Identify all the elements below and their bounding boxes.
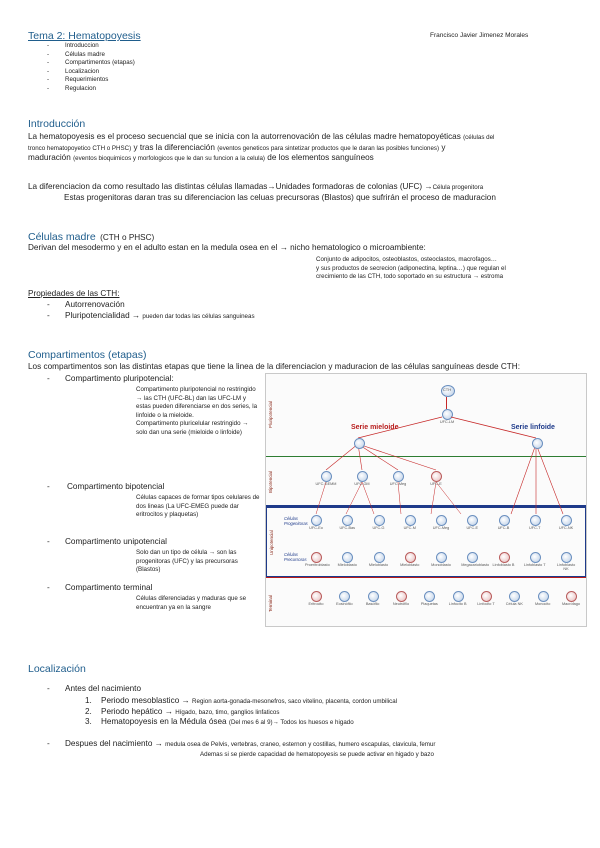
row2-cell xyxy=(357,471,368,482)
loc-list xyxy=(85,696,585,728)
loc-item: 1. Periodo mesoblastico → Region aorta-gonada-mesonefros, saco vitelino, placenta, cordon umbilical xyxy=(85,696,398,705)
props-list xyxy=(45,300,445,321)
loc-item: 3. Hematopoyesis en la Médula ósea (Del mes 6 al 9)→ Todos los huesos e higado xyxy=(85,717,354,727)
row3-label: UFC-Bas xyxy=(339,526,356,530)
row4-cell xyxy=(374,552,385,563)
progenitoras-label: Células Progenitoras xyxy=(284,516,308,526)
stem-heading: Células madre (CTH o PHSC) xyxy=(28,231,155,243)
comp-item-1: - Compartimento pluripotencial: xyxy=(47,374,174,383)
row2-label: UFC-GM xyxy=(354,482,370,486)
page-title: Tema 2: Hematopoyesis xyxy=(28,30,141,42)
stem-side-note: Conjunto de adipocitos, osteoblastos, osteoclastos, macrofagos… y sus productos de secrecion (adiponectina, leptina…) que regulan el crecimiento de las CTH, todo soportado en su estructura → estroma xyxy=(316,256,506,281)
row3-cell xyxy=(499,515,510,526)
row4-label: Megacarioblasto xyxy=(461,563,490,567)
row3-label: UFC-G xyxy=(372,526,385,530)
row5-cell xyxy=(311,591,322,602)
precursoras-label: Células Precursoras xyxy=(284,552,307,562)
loc-item: 2. Periodo hepático → Hígado, bazo, timo, ganglios linfaticos xyxy=(85,706,280,716)
comp-item-2: - Compartimento bipotencial xyxy=(47,482,165,491)
row5-cell xyxy=(481,591,492,602)
row5-label: Linfocito T xyxy=(477,602,495,606)
band-unipotencial: Unipotencial xyxy=(266,507,586,577)
comp-intro: Los compartimentos son las distintas etapas que tiene la linea de la diferenciacion y maduracion de las células sanguíneas desde CTH: xyxy=(28,362,520,371)
outline-item: - Introduccion xyxy=(47,42,99,49)
mieloid-cell xyxy=(354,438,365,449)
comp-item-3: - Compartimento unipotencial xyxy=(47,537,167,546)
serie-mieloide-label: Serie mieloide xyxy=(351,424,399,431)
row5-label: Eosinófilo xyxy=(336,602,353,606)
row2-label: UFC-GEMM xyxy=(315,482,337,486)
loc-before: - Antes del nacimiento xyxy=(47,684,142,693)
band-pluripotencial: Pluripotencial xyxy=(268,400,273,428)
row2-cell xyxy=(431,471,442,482)
row2-label: UFC-E xyxy=(430,482,442,486)
row4-label: Mieloblasto xyxy=(368,563,389,567)
row5-label: Linfocito B xyxy=(448,602,467,606)
row5-label: Neutrófilo xyxy=(392,602,410,606)
row5-label: Plaquetas xyxy=(420,602,438,606)
row5-cell xyxy=(566,591,577,602)
row3-label: UFC-B xyxy=(497,526,510,530)
row4-cell xyxy=(436,552,447,563)
comp-item-3-desc: Solo dan un tipo de célula → son las progenitoras (UFC) y las precursoras (Blastos) xyxy=(136,549,238,574)
row2-label: UFC-Meg xyxy=(389,482,407,486)
outline-item: - Compartimentos (etapas) xyxy=(47,59,135,67)
outline-item: - Células madre xyxy=(47,50,105,58)
lm-label: UFC-LM xyxy=(439,420,455,424)
cth-label: CTH xyxy=(442,387,452,392)
prop-item: - Autorrenovación xyxy=(47,300,125,309)
row2-cell xyxy=(393,471,404,482)
comp-item-2-desc: Células capaces de formar tipos celulares de dos lineas (La UFC-EMEG puede dar eritrocitos y plaquetas) xyxy=(136,494,260,519)
band-bipotencial: Bipotencial xyxy=(268,471,273,494)
row4-cell xyxy=(530,552,541,563)
loc-after-note: Ademas si se pierde capacidad de hematopoyesis se puede activar en higado y bazo xyxy=(200,751,434,758)
row4-cell xyxy=(405,552,416,563)
row5-cell xyxy=(453,591,464,602)
loc-after: - Despues del nacimiento → medula osea de Pelvis, vertebras, craneo, esternon y costillas, humero escapulas, clavicula, femur xyxy=(47,739,436,748)
loc-heading: Localización xyxy=(28,663,86,675)
prop-item: - Pluripotencialidad → pueden dar todas las células sanguineas xyxy=(47,310,255,320)
outline-list xyxy=(45,42,245,94)
intro-diff-line: La diferenciacion da como resultado las distintas células llamadas→Unidades formadoras de colonias (UFC) →Célula progenitora xyxy=(28,182,484,191)
row3-cell xyxy=(405,515,416,526)
row5-label: Célula NK xyxy=(505,602,523,606)
row4-label: Mieloblasto xyxy=(400,563,420,567)
row5-cell xyxy=(538,591,549,602)
row3-label: UFC-E xyxy=(466,526,479,530)
row3-cell xyxy=(530,515,541,526)
row4-label: Mieloblasto xyxy=(337,563,357,567)
intro-heading: Introducción xyxy=(28,118,86,130)
diagram-arrows xyxy=(266,374,586,626)
row3-cell xyxy=(311,515,322,526)
comp-item-4: - Compartimento terminal xyxy=(47,583,153,592)
serie-linfoide-label: Serie linfoide xyxy=(511,424,555,431)
props-title: Propiedades de las CTH: xyxy=(28,289,120,298)
row4-cell xyxy=(311,552,322,563)
row3-cell xyxy=(374,515,385,526)
row3-cell xyxy=(436,515,447,526)
row5-label: Basófilo xyxy=(365,602,380,606)
intro-progenitor-line: Estas progenitoras daran tras su diferenciacion las celuas precursoras (Blastos) que sufrirán el proceso de maduracion xyxy=(64,193,496,202)
row3-label: UFC-T xyxy=(529,526,541,530)
band-terminal: Terminal xyxy=(268,594,273,612)
row3-label: UFC-Eo xyxy=(309,526,323,530)
row4-cell xyxy=(499,552,510,563)
row5-cell xyxy=(368,591,379,602)
row2-cell xyxy=(321,471,332,482)
stem-line: Derivan del mesodermo y en el adulto estan en la medula osea en el → nicho hematologico o microambiente: xyxy=(28,243,426,252)
row5-label: Macrófago xyxy=(562,602,580,606)
comp-item-4-desc: Células diferenciadas y maduras que se encuentran ya en la sangre xyxy=(136,595,247,611)
outline-item: - Regulacion xyxy=(47,84,96,92)
outline-item: - Requerimientos xyxy=(47,76,109,84)
linfoid-cell xyxy=(532,438,543,449)
comp-item-1-desc: Compartimento pluripotencial no restringido → las CTH (UFC-BL) dan las UFC-LM y estas pueden diferenciarse en dos series, la linfoide o la mieloide. Compartimento pluricelular restringido → solo dan una serie (mieloide o linfoide) xyxy=(136,386,258,436)
row5-label: Eritrocito xyxy=(308,602,324,606)
row4-cell xyxy=(561,552,572,563)
outline-item: - Localizacion xyxy=(47,67,100,75)
row5-label: Monocito xyxy=(534,602,551,606)
row4-label: Linfoblasto B xyxy=(492,563,515,567)
row3-label: UFC-NK xyxy=(558,526,574,530)
row3-cell xyxy=(561,515,572,526)
intro-paragraph: La hematopoyesis es el proceso secuencial que se inicia con la autorrenovación de las células madre hematopoyéticas (células del tronco hematopoyetico CTH o PHSC) y tras la diferenciación (eventos geneticos para sintetizar productos que le daran las posibles funciones) y maduración (eventos bioquimicos y morfologicos que le dan su funcion a la celula) de los elementos sanguíneos xyxy=(28,132,495,163)
comp-heading: Compartimentos (etapas) xyxy=(28,349,147,361)
author-name: Francisco Javier Jimenez Morales xyxy=(430,32,529,39)
hematopoiesis-diagram xyxy=(265,373,587,627)
row4-label: Proeritroblasto xyxy=(305,563,330,567)
row5-cell xyxy=(396,591,407,602)
row3-label: UFC-Meg xyxy=(432,526,450,530)
row4-label: Monoblasto xyxy=(431,563,451,567)
row3-label: UFC-M xyxy=(403,526,416,530)
row4-label: Linfoblasto T xyxy=(523,563,546,567)
row4-label: Linfoblasto NK xyxy=(556,563,576,571)
